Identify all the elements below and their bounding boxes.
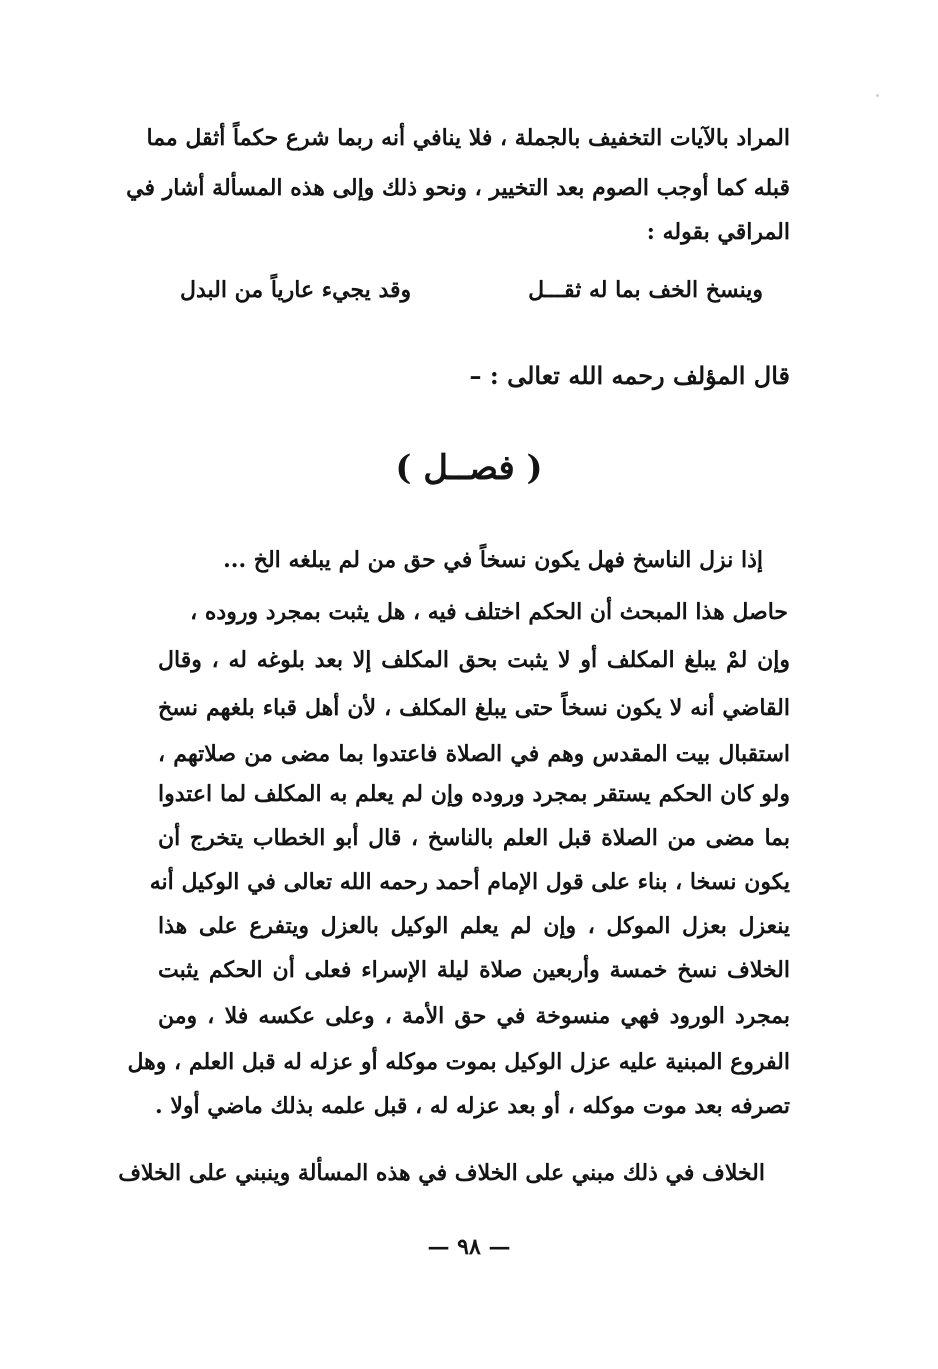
verse-first-hemistich: وينسخ الخف بما له ثقـــل	[528, 277, 763, 303]
main-paragraph-line-4: استقبال بيت المقدس وهم في الصلاة فاعتدوا بما مضى من صلاتهم ،	[158, 741, 790, 767]
main-paragraph-line-2: وإن لمْ يبلغ المكلف أو لا يثبت بحق المكلف إلا بعد بلوغه له ، وقال	[158, 647, 790, 673]
top-paragraph-line-3: المراقي بقوله :	[646, 219, 790, 245]
main-paragraph-line-10: بمجرد الورود فهي منسوخة في حق الأمة ، وعلى عكسه فلا ، ومن	[158, 1003, 790, 1029]
main-paragraph-line-11: الفروع المبنية عليه عزل الوكيل بموت موكله أو عزله له قبل العلم ، وهل	[127, 1049, 790, 1075]
verse-second-hemistich: وقد يجيء عارياً من البدل	[180, 277, 412, 303]
closing-line: الخلاف في ذلك مبني على الخلاف في هذه المسألة وينبني على الخلاف	[118, 1160, 765, 1186]
section-title: ( فصــل )	[395, 448, 543, 488]
main-paragraph-line-8: ينعزل بعزل الموكل ، وإن لم يعلم الوكيل بالعزل ويتفرع على هذا	[158, 913, 790, 939]
main-paragraph-line-3: القاضي أنه لا يكون نسخاً حتى يبلغ المكلف ، لأن أهل قباء بلغهم نسخ	[158, 695, 790, 721]
main-paragraph-line-9: الخلاف نسخ خمسة وأربعين صلاة ليلة الإسراء فعلى أن الحكم يثبت	[158, 957, 790, 983]
top-paragraph-line-1: المراد بالآيات التخفيف بالجملة ، فلا ينافي أنه ربما شرع حكماً أثقل مما	[146, 125, 790, 151]
main-paragraph-line-1: حاصل هذا المبحث أن الحكم اختلف فيه ، هل يثبت بمجرد وروده ،	[190, 599, 788, 625]
main-paragraph-line-7: يكون نسخا ، بناء على قول الإمام أحمد رحمه الله تعالى في الوكيل أنه	[149, 869, 790, 895]
main-paragraph-line-6: بما مضى من الصلاة قبل العلم بالناسخ ، قال أبو الخطاب يتخرج أن	[158, 825, 790, 851]
main-paragraph-line-12: تصرفه بعد موت موكله ، أو بعد عزله له ، قبل علمه بذلك ماضي أولا .	[155, 1093, 790, 1119]
author-heading: قال المؤلف رحمه الله تعالى : –	[469, 361, 790, 390]
main-paragraph-line-5: ولو كان الحكم يستقر بمجرد وروده وإن لم يعلم به المكلف لما اعتدوا	[158, 781, 790, 807]
quoted-text: إذا نزل الناسخ فهل يكون نسخاً في حق من لم يبلغه الخ ...	[223, 547, 763, 573]
page-number: — ٩٨ —	[427, 1234, 511, 1260]
scan-speck	[876, 94, 879, 97]
top-paragraph-line-2: قبله كما أوجب الصوم بعد التخيير ، ونحو ذلك وإلى هذه المسألة أشار في	[126, 175, 790, 201]
